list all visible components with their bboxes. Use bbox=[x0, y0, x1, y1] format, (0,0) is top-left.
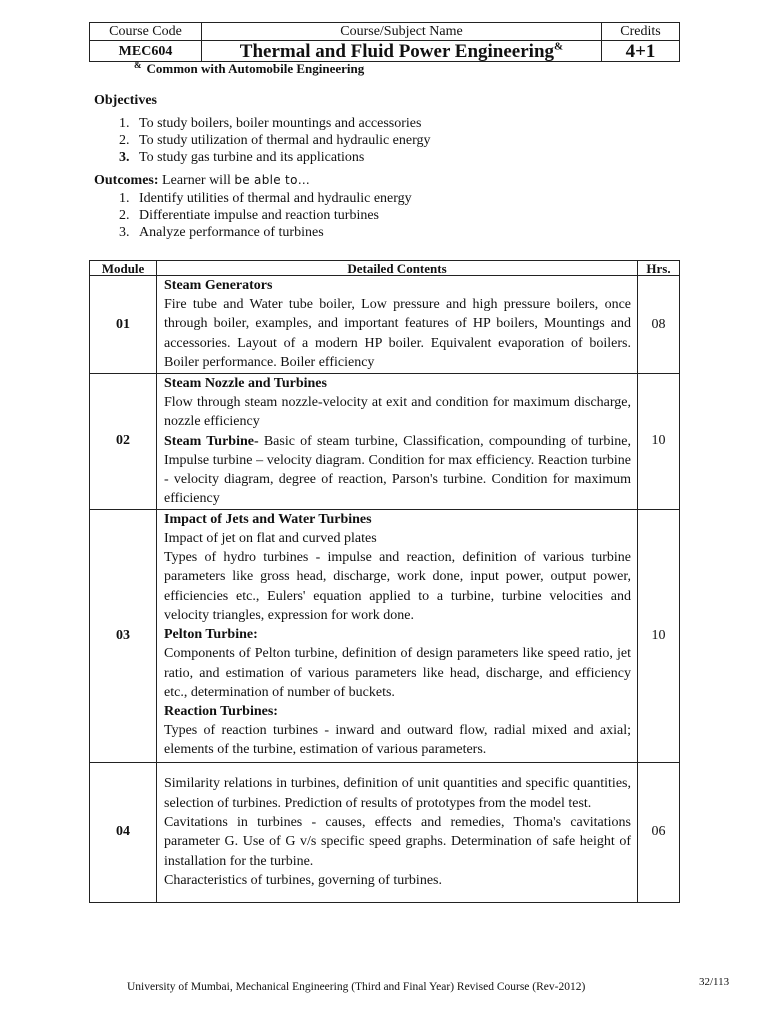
list-item bbox=[119, 115, 431, 132]
section-text: Flow through steam nozzle-velocity at exit and condition for maximum discharge, nozzle efficiency bbox=[164, 395, 631, 430]
section-paragraph bbox=[164, 432, 631, 509]
outcomes-list bbox=[119, 190, 412, 241]
table-row bbox=[90, 374, 680, 510]
item-text: To study gas turbine and its applications bbox=[139, 150, 365, 165]
section-text: Fire tube and Water tube boiler, Low pressure and high pressure boilers, once through boiler, examples, and important features of HP boilers, Mountings and accessories. Layout of a modern HP boiler. Equivalent evaporation of boilers. Boiler performance. Boiler efficiency bbox=[164, 297, 631, 370]
page-footer: University of Mumbai, Mechanical Engineering (Third and Final Year) Revised Course (Rev-2012) bbox=[127, 981, 586, 993]
module-hours: 08 bbox=[638, 276, 680, 374]
course-credits: 4+1 bbox=[602, 41, 680, 62]
item-text: To study boilers, boiler mountings and accessories bbox=[139, 116, 422, 131]
item-text: Differentiate impulse and reaction turbines bbox=[139, 208, 379, 223]
module-hours: 06 bbox=[638, 762, 680, 902]
module-number: 03 bbox=[90, 509, 157, 762]
module-number: 02 bbox=[90, 374, 157, 510]
outcomes-label: Outcomes: bbox=[94, 173, 159, 188]
section-text: Characteristics of turbines, governing of turbines. bbox=[164, 872, 442, 888]
item-number: 2. bbox=[119, 208, 130, 223]
course-code-header: Course Code bbox=[90, 23, 202, 41]
section-text: Components of Pelton turbine, definition of design parameters like speed ratio, jet ratio, and estimation of various parameters like head, discharge, and efficiency etc., determination of number of buckets. bbox=[164, 646, 631, 700]
contents-column-header: Detailed Contents bbox=[157, 261, 638, 276]
outcomes-intro-text: Learner will bbox=[162, 173, 231, 188]
common-note bbox=[134, 61, 364, 77]
table-row bbox=[90, 276, 680, 374]
table-row bbox=[90, 762, 680, 902]
course-code: MEC604 bbox=[90, 41, 202, 62]
module-column-header: Module bbox=[90, 261, 157, 276]
section-heading: Steam Generators bbox=[164, 278, 273, 293]
section-heading: Pelton Turbine: bbox=[164, 627, 258, 643]
page-number: 32/113 bbox=[699, 976, 730, 988]
item-text: Analyze performance of turbines bbox=[139, 225, 324, 240]
section-heading: Impact of Jets and Water Turbines bbox=[164, 511, 372, 527]
list-item bbox=[119, 190, 412, 207]
table-row bbox=[90, 509, 680, 762]
outcomes-intro bbox=[94, 173, 310, 189]
list-item bbox=[119, 149, 431, 166]
item-number: 3. bbox=[119, 225, 130, 240]
item-number: 2. bbox=[119, 133, 130, 148]
section-text: Impact of jet on flat and curved plates bbox=[164, 530, 377, 546]
list-item bbox=[119, 132, 431, 149]
course-name-header: Course/Subject Name bbox=[202, 23, 602, 41]
module-contents bbox=[157, 276, 638, 374]
list-item bbox=[119, 207, 412, 224]
section-text: Cavitations in turbines - causes, effects and remedies, Thoma's cavitations parameter G. Use of G v/s specific speed graphs. Determination of safe height of installation for the turbine. bbox=[164, 814, 631, 869]
module-table bbox=[89, 260, 680, 903]
inline-heading: Steam Turbine- bbox=[164, 433, 259, 449]
objectives-title: Objectives bbox=[94, 93, 157, 108]
common-note-text: Common with Automobile Engineering bbox=[146, 61, 365, 76]
credits-header: Credits bbox=[602, 23, 680, 41]
module-number: 04 bbox=[90, 762, 157, 902]
item-text: Identify utilities of thermal and hydraulic energy bbox=[139, 191, 412, 206]
section-text: Similarity relations in turbines, definition of unit quantities and specific quantities, selection of turbines. Prediction of results of prototypes from the model test. bbox=[164, 776, 631, 811]
hours-column-header: Hrs. bbox=[638, 261, 680, 276]
common-note-mark: & bbox=[134, 59, 142, 70]
course-name bbox=[202, 41, 602, 62]
course-name-mark: & bbox=[554, 40, 564, 53]
objectives-list bbox=[119, 115, 431, 166]
item-number: 1. bbox=[119, 116, 130, 131]
item-text: To study utilization of thermal and hydraulic energy bbox=[139, 133, 431, 148]
module-contents bbox=[157, 509, 638, 762]
section-text: Types of reaction turbines - inward and outward flow, radial mixed and axial; elements of the turbine, estimation of various parameters. bbox=[164, 723, 631, 758]
section-heading: Steam Nozzle and Turbines bbox=[164, 376, 327, 391]
module-contents bbox=[157, 762, 638, 902]
item-number: 1. bbox=[119, 191, 130, 206]
outcomes-intro-tail: be able to… bbox=[234, 173, 311, 187]
section-text: Types of hydro turbines - impulse and reaction, definition of various turbine parameters like gross head, discharge, work done, input power, output power, efficiencies etc., Eulers' equation applied to a turbine, turbine velocities and velocity triangles, expression for work done. bbox=[164, 550, 631, 623]
module-hours: 10 bbox=[638, 374, 680, 510]
section-heading: Reaction Turbines: bbox=[164, 704, 278, 720]
item-number: 3. bbox=[119, 150, 130, 165]
module-hours: 10 bbox=[638, 509, 680, 762]
section-text: Basic of steam turbine, Classification, compounding of turbine, Impulse turbine – velocity diagram. Condition for max efficiency. Reaction turbine - velocity diagram, degree of reaction, Parson's turbine. Condition for maximum efficiency bbox=[164, 433, 632, 507]
list-item bbox=[119, 224, 412, 241]
module-number: 01 bbox=[90, 276, 157, 374]
course-name-text: Thermal and Fluid Power Engineering bbox=[239, 40, 555, 62]
module-contents bbox=[157, 374, 638, 510]
course-header-table bbox=[89, 22, 680, 62]
